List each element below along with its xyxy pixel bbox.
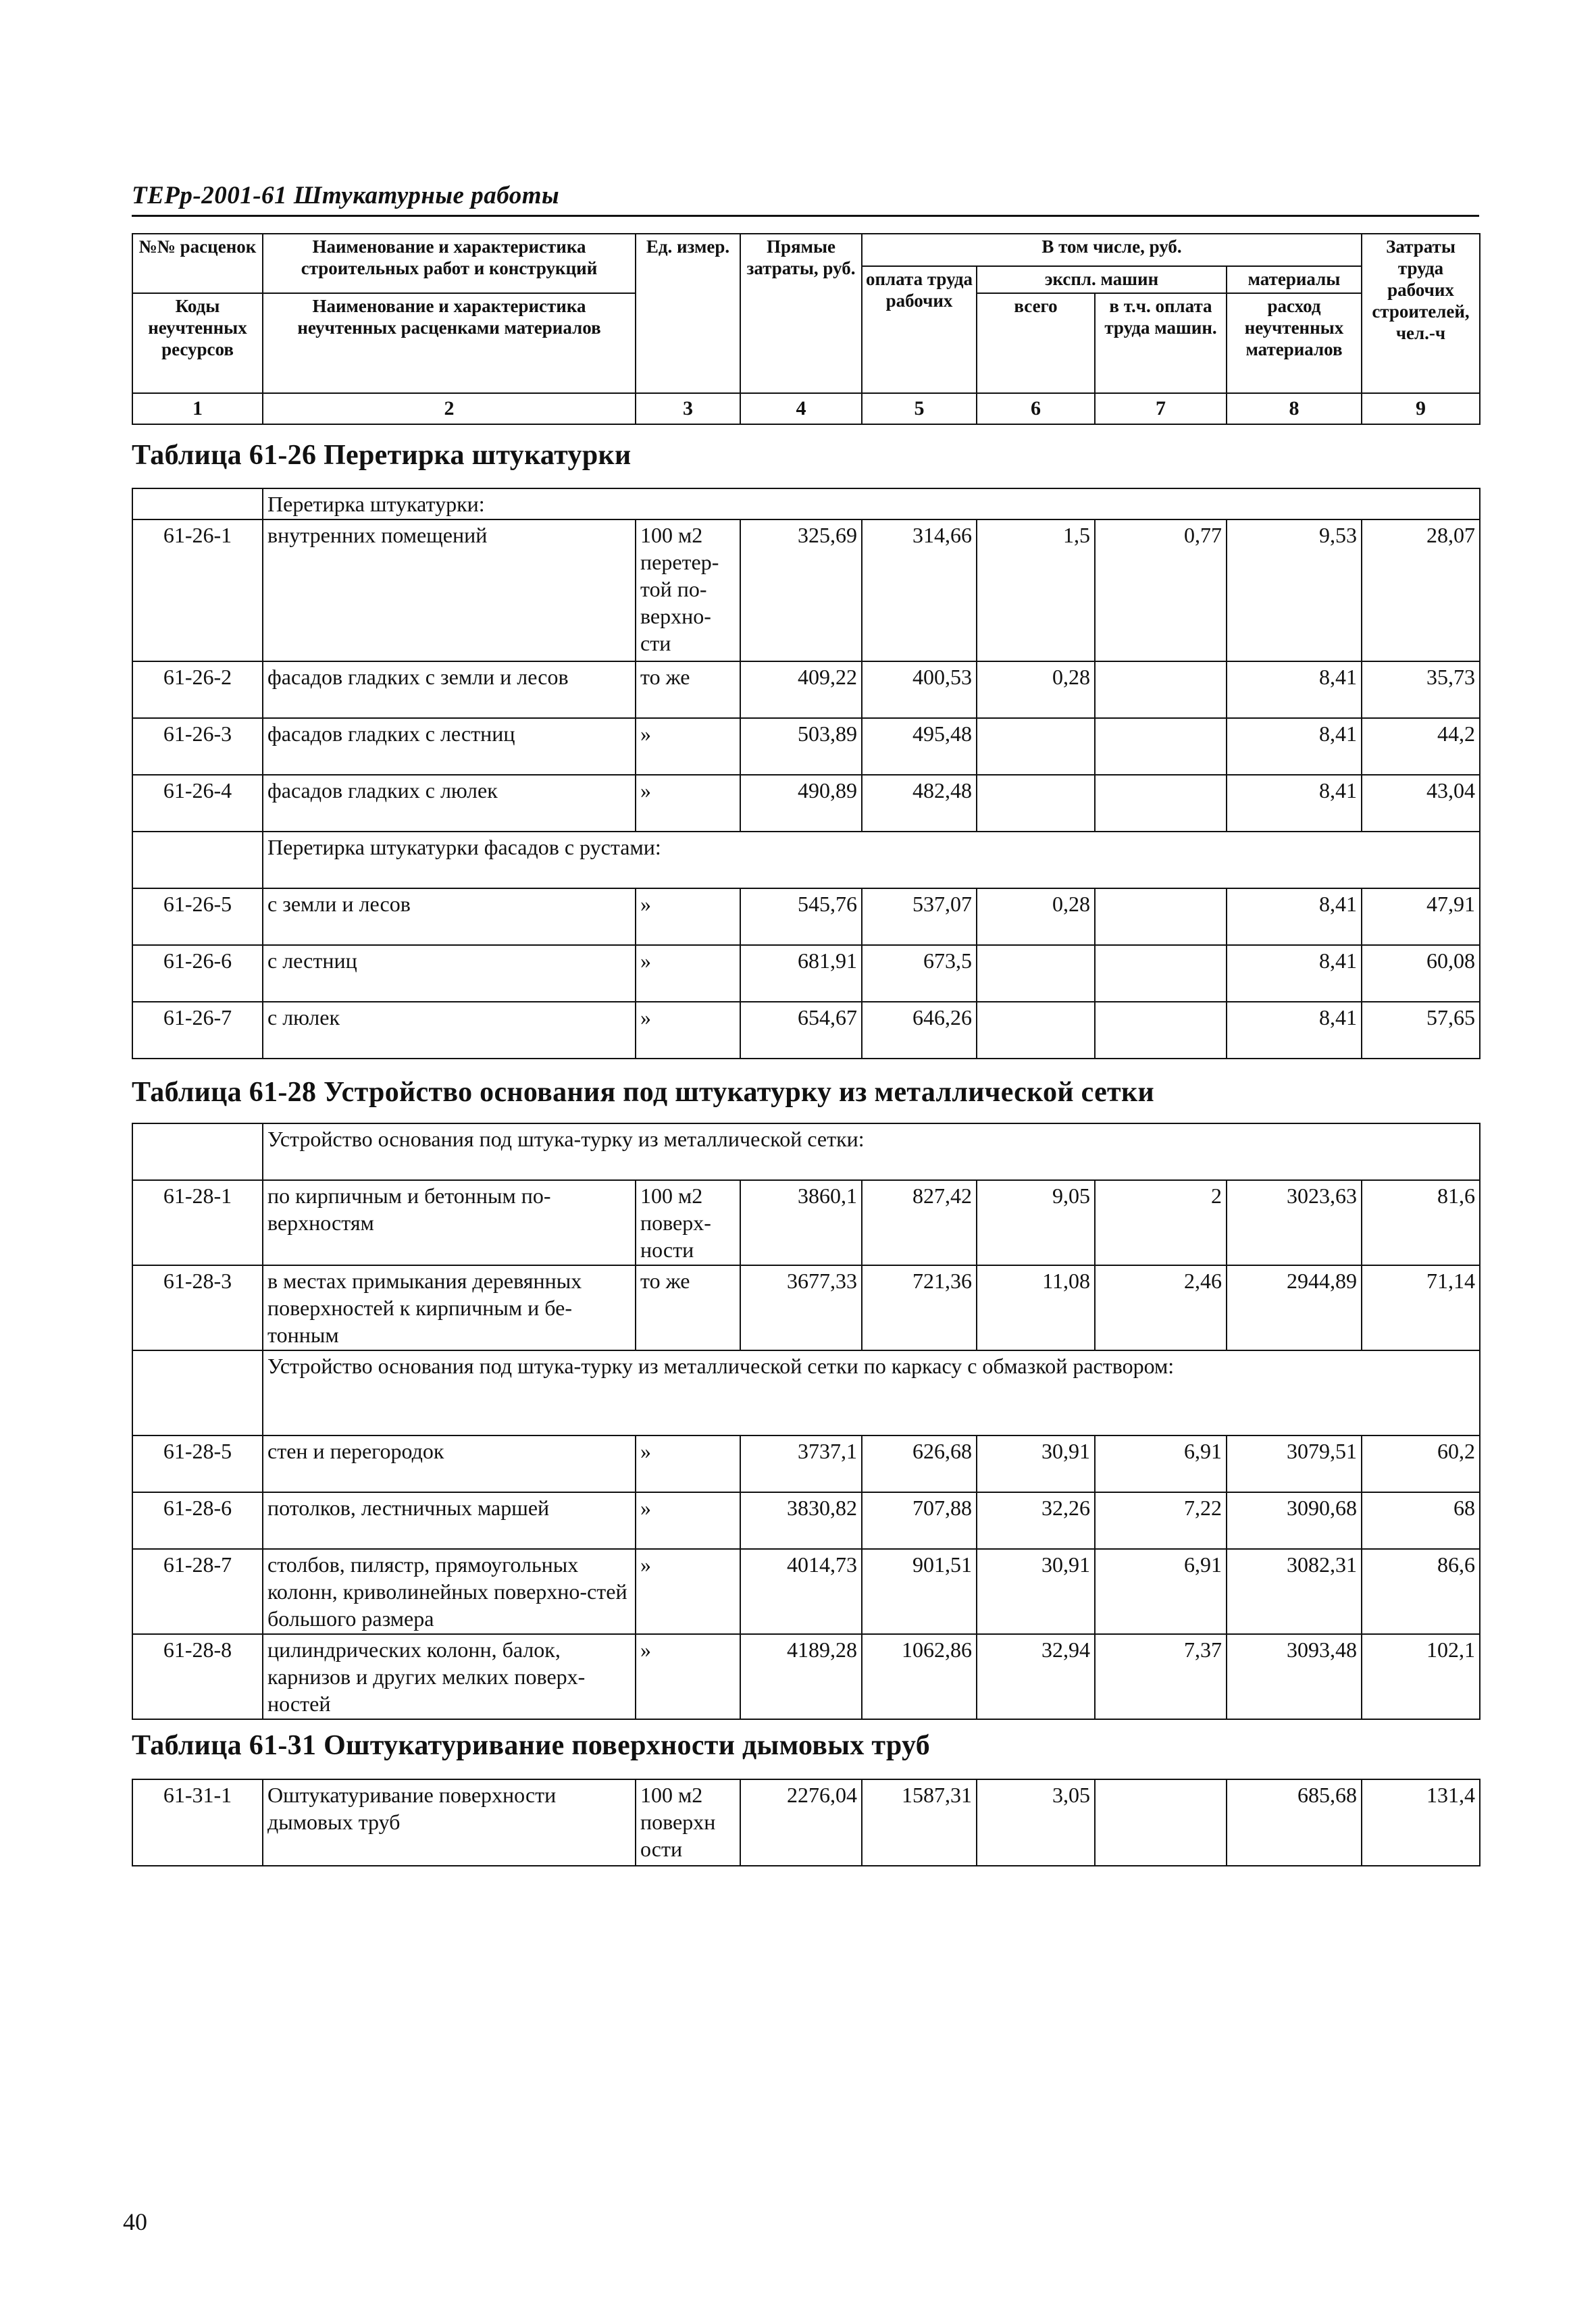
header-col5: оплата труда рабочих (862, 266, 977, 393)
table-heading: Таблица 61-26 Перетирка штукатурки (132, 440, 632, 471)
table-row (132, 1634, 1480, 1719)
rate-code: 61-28-8 (132, 1634, 263, 1719)
direct-cost: 3860,1 (740, 1180, 862, 1265)
unit: то же (636, 661, 740, 718)
machine-labor-cost: 7,37 (1095, 1634, 1227, 1719)
direct-cost: 3737,1 (740, 1435, 862, 1492)
header-mach-group: экспл. машин (977, 266, 1227, 293)
machine-cost: 30,91 (977, 1435, 1095, 1492)
rate-code: 61-26-4 (132, 775, 263, 832)
rate-code: 61-28-5 (132, 1435, 263, 1492)
work-name: внутренних помещений (263, 519, 636, 661)
direct-cost: 3677,33 (740, 1265, 862, 1350)
header-number: 3 (636, 393, 740, 424)
table-row (132, 519, 1480, 661)
labor-cost: 626,68 (862, 1435, 977, 1492)
machine-labor-cost (1095, 661, 1227, 718)
direct-cost: 325,69 (740, 519, 862, 661)
direct-cost: 409,22 (740, 661, 862, 718)
labor-cost: 673,5 (862, 945, 977, 1002)
materials-cost: 8,41 (1227, 661, 1362, 718)
direct-cost: 4189,28 (740, 1634, 862, 1719)
group-row (132, 832, 1480, 888)
header-number: 7 (1095, 393, 1227, 424)
rate-code: 61-26-5 (132, 888, 263, 945)
table-row (132, 1549, 1480, 1634)
header-col6: всего (977, 293, 1095, 393)
labor-hours: 71,14 (1362, 1265, 1480, 1350)
work-name: стен и перегородок (263, 1435, 636, 1492)
rates-table-61-26 (132, 488, 1481, 1059)
machine-cost (977, 718, 1095, 775)
machine-cost (977, 945, 1095, 1002)
table-row (132, 1180, 1480, 1265)
labor-cost: 707,88 (862, 1492, 977, 1549)
work-name: Оштукатуривание поверхности дымовых труб (263, 1779, 636, 1866)
work-name: фасадов гладких с земли и лесов (263, 661, 636, 718)
machine-cost: 32,94 (977, 1634, 1095, 1719)
machine-cost: 30,91 (977, 1549, 1095, 1634)
header-number: 5 (862, 393, 977, 424)
table-row (132, 661, 1480, 718)
labor-hours: 131,4 (1362, 1779, 1480, 1866)
rate-code: 61-28-3 (132, 1265, 263, 1350)
labor-cost: 646,26 (862, 1002, 977, 1059)
work-name: фасадов гладких с люлек (263, 775, 636, 832)
machine-cost (977, 775, 1095, 832)
page-number: 40 (123, 2208, 147, 2235)
table-row (132, 945, 1480, 1002)
header-col1-bottom: Коды неучтенных ресурсов (132, 293, 263, 393)
labor-cost: 495,48 (862, 718, 977, 775)
labor-hours: 86,6 (1362, 1549, 1480, 1634)
labor-hours: 44,2 (1362, 718, 1480, 775)
direct-cost: 654,67 (740, 1002, 862, 1059)
labor-hours: 60,08 (1362, 945, 1480, 1002)
labor-hours: 81,6 (1362, 1180, 1480, 1265)
group-row (132, 1123, 1480, 1180)
group-label: Перетирка штукатурки фасадов с рустами: (263, 832, 1480, 888)
header-col8: расход неучтенных материалов (1227, 293, 1362, 393)
labor-cost: 314,66 (862, 519, 977, 661)
header-col7: в т.ч. оплата труда машин. (1095, 293, 1227, 393)
work-name: столбов, пилястр, прямоугольных колонн, криволинейных поверхно-стей большого размера (263, 1549, 636, 1634)
header-number: 2 (263, 393, 636, 424)
materials-cost: 2944,89 (1227, 1265, 1362, 1350)
machine-labor-cost: 2,46 (1095, 1265, 1227, 1350)
labor-hours: 102,1 (1362, 1634, 1480, 1719)
rate-code: 61-26-7 (132, 1002, 263, 1059)
header-col1-top: №№ расценок (132, 234, 263, 293)
labor-cost: 721,36 (862, 1265, 977, 1350)
work-name: цилиндрических колонн, балок, карнизов и других мелких поверх-ностей (263, 1634, 636, 1719)
header-col3: Ед. измер. (636, 234, 740, 393)
machine-cost: 3,05 (977, 1779, 1095, 1866)
materials-cost: 3090,68 (1227, 1492, 1362, 1549)
machine-cost: 32,26 (977, 1492, 1095, 1549)
machine-labor-cost: 7,22 (1095, 1492, 1227, 1549)
labor-cost: 482,48 (862, 775, 977, 832)
work-name: по кирпичным и бетонным по-верхностям (263, 1180, 636, 1265)
machine-labor-cost (1095, 775, 1227, 832)
table-row (132, 1265, 1480, 1350)
machine-labor-cost: 6,91 (1095, 1549, 1227, 1634)
machine-cost: 1,5 (977, 519, 1095, 661)
labor-hours: 28,07 (1362, 519, 1480, 661)
direct-cost: 4014,73 (740, 1549, 862, 1634)
unit: 100 м2 перетер-той по-верхно-сти (636, 519, 740, 661)
work-name: с лестниц (263, 945, 636, 1002)
work-name: в местах примыкания деревянных поверхностей к кирпичным и бе-тонным (263, 1265, 636, 1350)
rates-table-61-28 (132, 1123, 1481, 1720)
labor-cost: 901,51 (862, 1549, 977, 1634)
rate-code: 61-26-3 (132, 718, 263, 775)
labor-hours: 60,2 (1362, 1435, 1480, 1492)
machine-labor-cost: 6,91 (1095, 1435, 1227, 1492)
work-name: потолков, лестничных маршей (263, 1492, 636, 1549)
rate-code: 61-26-6 (132, 945, 263, 1002)
direct-cost: 681,91 (740, 945, 862, 1002)
rate-code: 61-26-1 (132, 519, 263, 661)
work-name: с люлек (263, 1002, 636, 1059)
header-number: 6 (977, 393, 1095, 424)
table-row (132, 718, 1480, 775)
rate-code: 61-28-1 (132, 1180, 263, 1265)
machine-labor-cost (1095, 1002, 1227, 1059)
header-number: 9 (1362, 393, 1480, 424)
rate-code: 61-28-6 (132, 1492, 263, 1549)
materials-cost: 8,41 (1227, 775, 1362, 832)
header-col9: Затраты труда рабочих строителей, чел.-ч (1362, 234, 1480, 393)
labor-hours: 43,04 (1362, 775, 1480, 832)
materials-cost: 685,68 (1227, 1779, 1362, 1866)
header-col4: Прямые затраты, руб. (740, 234, 862, 393)
header-number: 1 (132, 393, 263, 424)
table-row (132, 1002, 1480, 1059)
unit: 100 м2 поверхн ости (636, 1779, 740, 1866)
title-rule (132, 215, 1479, 217)
rates-table-61-31 (132, 1779, 1481, 1866)
unit: » (636, 1549, 740, 1634)
labor-hours: 57,65 (1362, 1002, 1480, 1059)
machine-labor-cost (1095, 945, 1227, 1002)
unit: то же (636, 1265, 740, 1350)
group-label: Устройство основания под штука-турку из металлической сетки: (263, 1123, 1480, 1180)
group-row (132, 1350, 1480, 1435)
materials-cost: 8,41 (1227, 888, 1362, 945)
labor-hours: 47,91 (1362, 888, 1480, 945)
table-row (132, 1492, 1480, 1549)
machine-labor-cost (1095, 718, 1227, 775)
materials-cost: 9,53 (1227, 519, 1362, 661)
direct-cost: 503,89 (740, 718, 862, 775)
materials-cost: 8,41 (1227, 1002, 1362, 1059)
column-header-table (132, 233, 1481, 425)
table-row (132, 1435, 1480, 1492)
labor-cost: 1587,31 (862, 1779, 977, 1866)
group-row (132, 488, 1480, 519)
group-label: Перетирка штукатурки: (263, 488, 1480, 519)
labor-hours: 35,73 (1362, 661, 1480, 718)
materials-cost: 3093,48 (1227, 1634, 1362, 1719)
direct-cost: 545,76 (740, 888, 862, 945)
machine-cost: 11,08 (977, 1265, 1095, 1350)
materials-cost: 8,41 (1227, 945, 1362, 1002)
labor-cost: 400,53 (862, 661, 977, 718)
unit: » (636, 1435, 740, 1492)
table-row (132, 775, 1480, 832)
machine-labor-cost: 2 (1095, 1180, 1227, 1265)
direct-cost: 490,89 (740, 775, 862, 832)
materials-cost: 3079,51 (1227, 1435, 1362, 1492)
labor-hours: 68 (1362, 1492, 1480, 1549)
rate-code: 61-31-1 (132, 1779, 263, 1866)
materials-cost: 8,41 (1227, 718, 1362, 775)
table-row (132, 888, 1480, 945)
group-label: Устройство основания под штука-турку из металлической сетки по каркасу с обмазкой раствором: (263, 1350, 1480, 1435)
machine-labor-cost: 0,77 (1095, 519, 1227, 661)
labor-cost: 1062,86 (862, 1634, 977, 1719)
header-number: 4 (740, 393, 862, 424)
work-name: с земли и лесов (263, 888, 636, 945)
materials-cost: 3082,31 (1227, 1549, 1362, 1634)
direct-cost: 2276,04 (740, 1779, 862, 1866)
unit: » (636, 1634, 740, 1719)
machine-labor-cost (1095, 1779, 1227, 1866)
table-heading: Таблица 61-28 Устройство основания под штукатурку из металлической сетки (132, 1077, 1154, 1108)
labor-cost: 537,07 (862, 888, 977, 945)
header-number: 8 (1227, 393, 1362, 424)
machine-cost (977, 1002, 1095, 1059)
machine-cost: 9,05 (977, 1180, 1095, 1265)
unit: 100 м2 поверх-ности (636, 1180, 740, 1265)
materials-cost: 3023,63 (1227, 1180, 1362, 1265)
unit: » (636, 775, 740, 832)
header-group: В том числе, руб. (862, 234, 1362, 266)
table-row (132, 1779, 1480, 1866)
running-title: ТЕРр-2001-61 Штукатурные работы (132, 182, 560, 209)
machine-cost: 0,28 (977, 661, 1095, 718)
unit: » (636, 1492, 740, 1549)
unit: » (636, 888, 740, 945)
work-name: фасадов гладких с лестниц (263, 718, 636, 775)
unit: » (636, 945, 740, 1002)
rate-code: 61-26-2 (132, 661, 263, 718)
machine-cost: 0,28 (977, 888, 1095, 945)
machine-labor-cost (1095, 888, 1227, 945)
header-mat-group: материалы (1227, 266, 1362, 293)
direct-cost: 3830,82 (740, 1492, 862, 1549)
header-col2-top: Наименование и характеристика строительных работ и конструкций (263, 234, 636, 293)
header-col2-bottom: Наименование и характеристика неучтенных расценками материалов (263, 293, 636, 393)
unit: » (636, 718, 740, 775)
table-heading: Таблица 61-31 Оштукатуривание поверхности дымовых труб (132, 1730, 931, 1761)
labor-cost: 827,42 (862, 1180, 977, 1265)
rate-code: 61-28-7 (132, 1549, 263, 1634)
unit: » (636, 1002, 740, 1059)
